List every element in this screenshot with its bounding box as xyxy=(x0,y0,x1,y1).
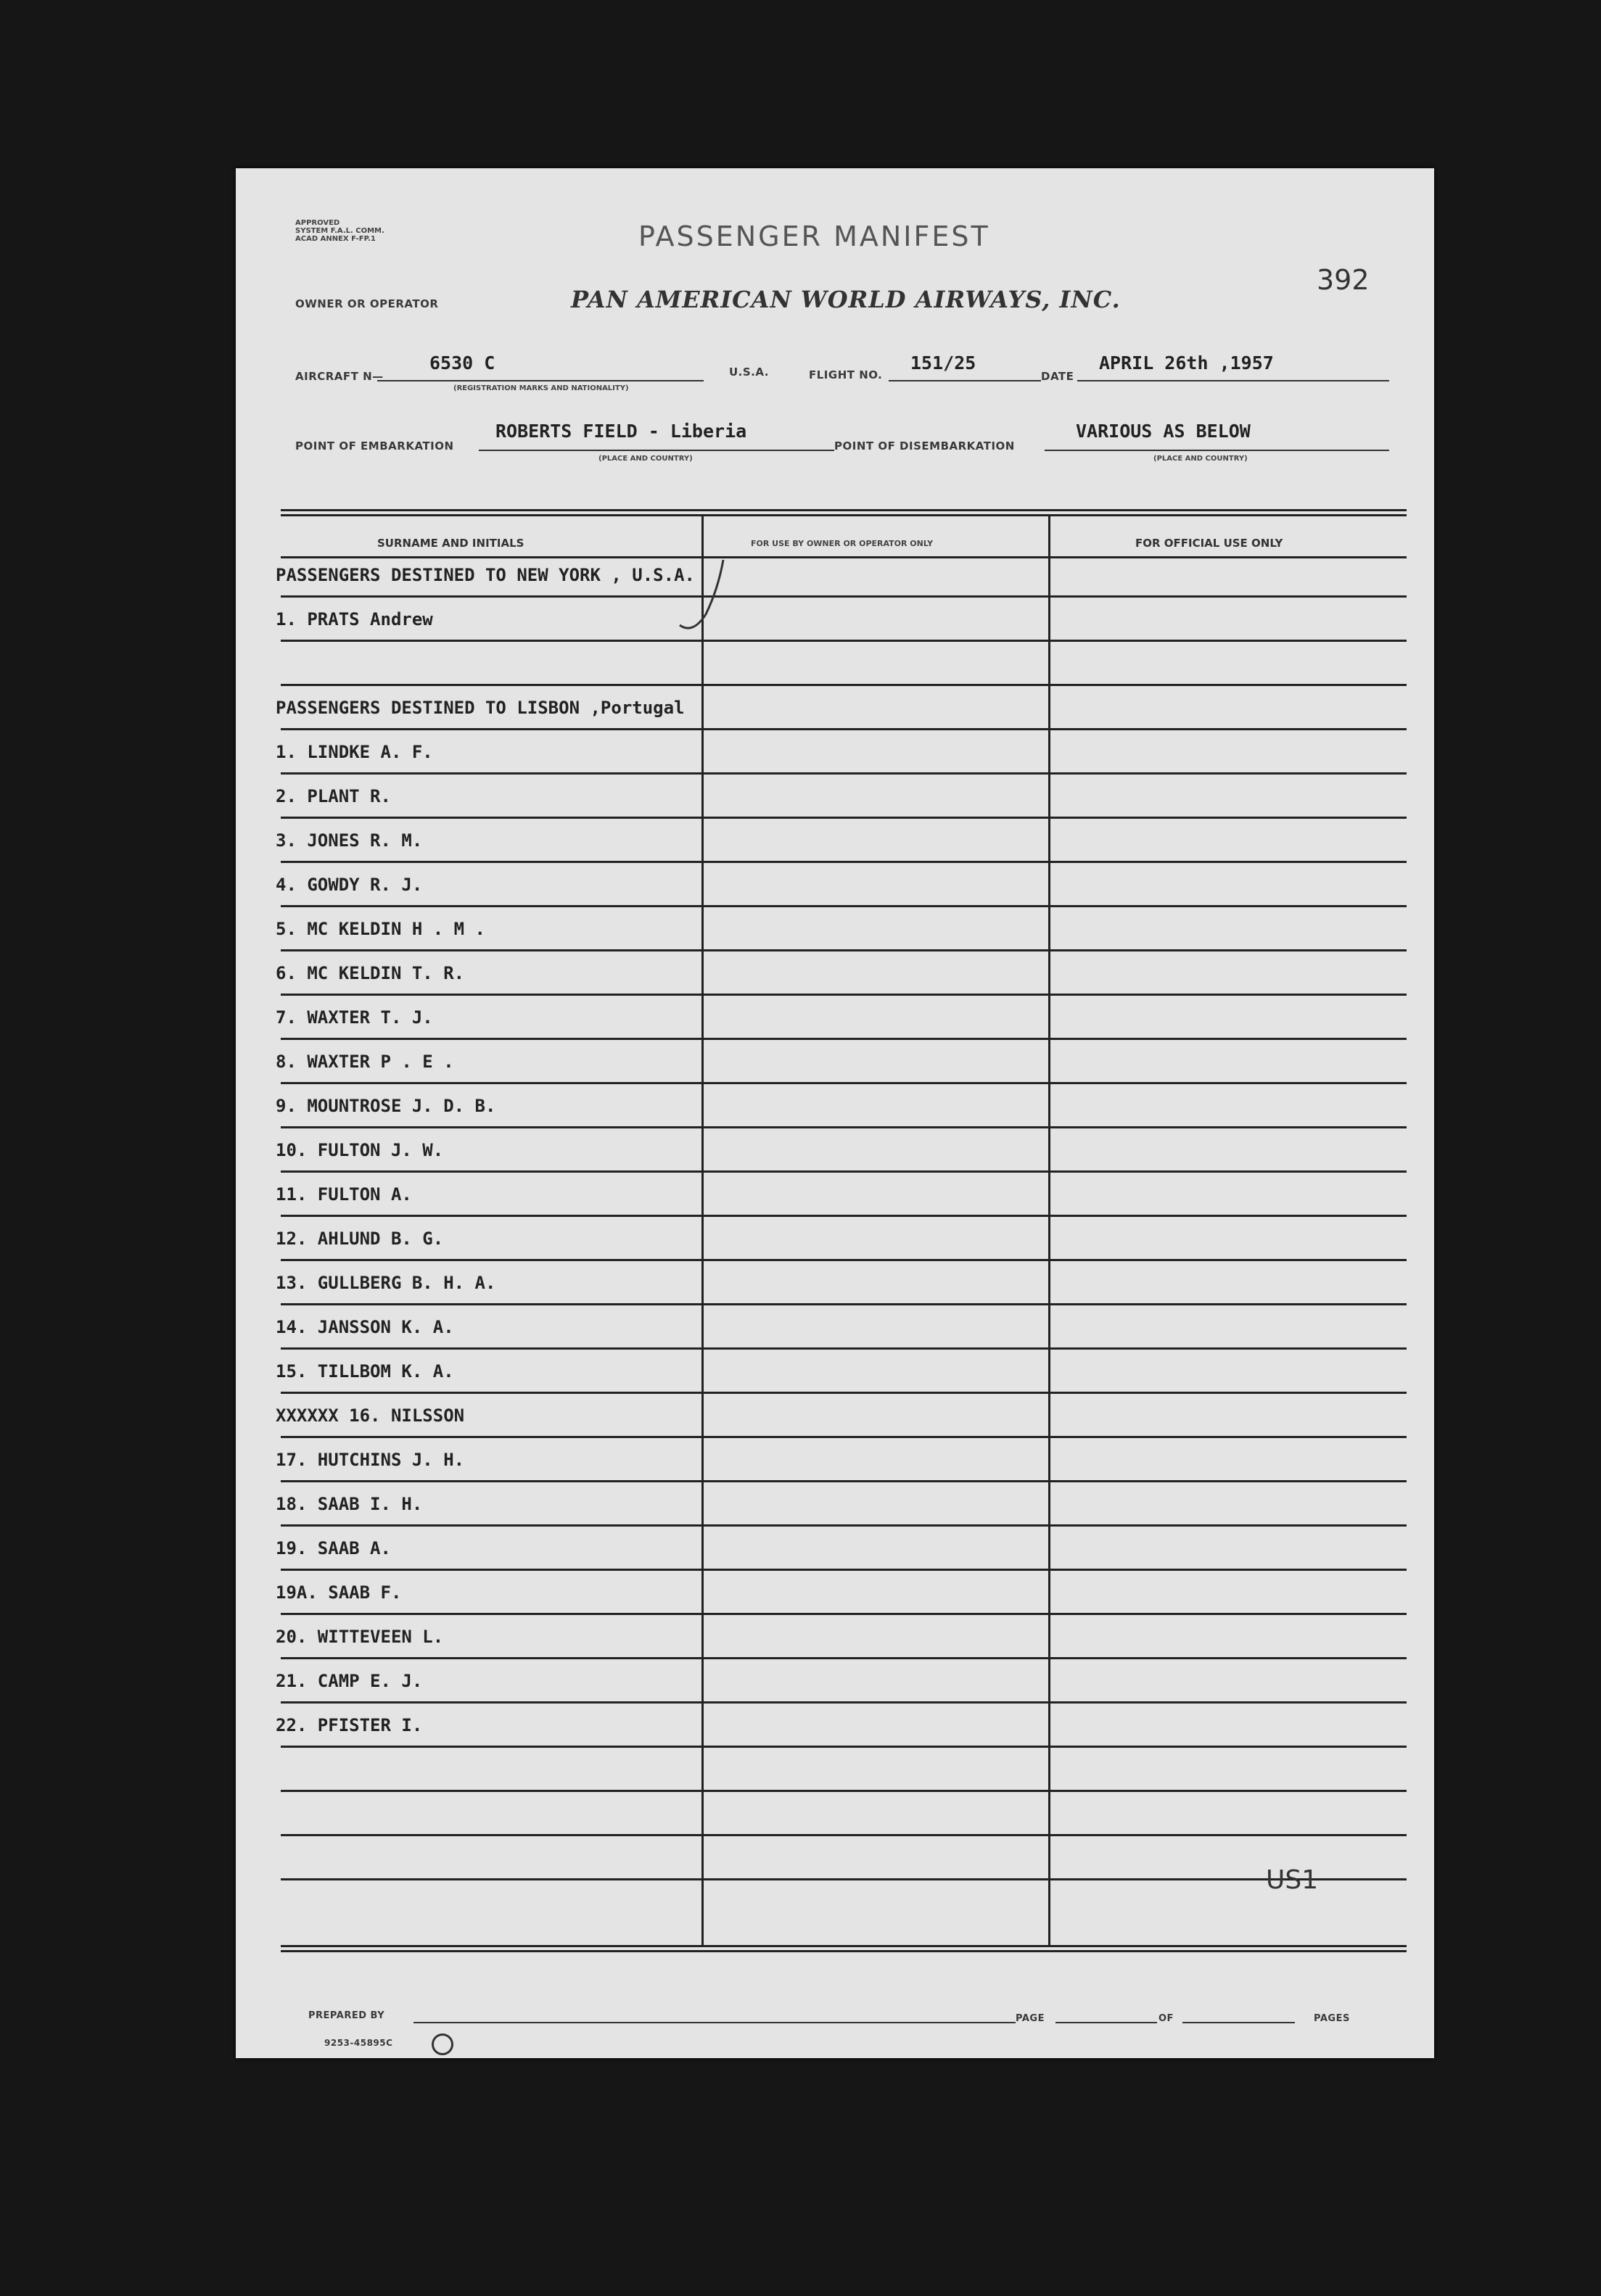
table-row-text: 9. MOUNTROSE J. D. B. xyxy=(276,1096,496,1116)
aircraft-label: AIRCRAFT N— xyxy=(295,370,384,383)
approval-line: ACAD ANNEX F-FP.1 xyxy=(295,235,376,243)
flight-value: 151/25 xyxy=(910,352,976,373)
usa-label: U.S.A. xyxy=(729,366,769,379)
table-top-rule xyxy=(281,514,1407,516)
embark-sublabel: (PLACE AND COUNTRY) xyxy=(598,455,693,463)
table-row-text: 19. SAAB A. xyxy=(276,1538,391,1558)
table-row-rule xyxy=(281,595,1407,598)
col-header-surname: SURNAME AND INITIALS xyxy=(377,537,524,550)
table-row-rule xyxy=(281,684,1407,686)
table-row-text: 6. MC KELDIN T. R. xyxy=(276,963,465,983)
of-label: OF xyxy=(1158,2013,1174,2024)
disembark-value: VARIOUS AS BELOW xyxy=(1076,421,1251,442)
table-row-rule xyxy=(281,1613,1407,1615)
table-row-text: 13. GULLBERG B. H. A. xyxy=(276,1273,496,1293)
table-row-rule xyxy=(281,728,1407,730)
table-row-rule xyxy=(281,1259,1407,1261)
table-row-rule xyxy=(281,1701,1407,1704)
table-row-text: 21. CAMP E. J. xyxy=(276,1671,423,1691)
table-row-text: 7. WAXTER T. J. xyxy=(276,1007,433,1028)
aircraft-underline xyxy=(377,380,704,381)
table-row-text: 5. MC KELDIN H . M . xyxy=(276,919,485,939)
table-row-rule xyxy=(281,1126,1407,1128)
table-row-text: 14. JANSSON K. A. xyxy=(276,1317,454,1337)
approval-line: APPROVED xyxy=(295,219,340,227)
form-code: 9253-45895C xyxy=(324,2038,393,2048)
table-row-rule xyxy=(281,1878,1407,1880)
table-row-rule xyxy=(281,949,1407,951)
header-rule xyxy=(281,556,1407,558)
disembark-label: POINT OF DISEMBARKATION xyxy=(834,439,1015,453)
flight-label: FLIGHT NO. xyxy=(809,368,883,381)
approval-line: SYSTEM F.A.L. COMM. xyxy=(295,227,384,235)
pages-label: PAGES xyxy=(1314,2013,1350,2024)
col-header-official: FOR OFFICIAL USE ONLY xyxy=(1135,537,1283,550)
aircraft-sublabel: (REGISTRATION MARKS AND NATIONALITY) xyxy=(453,384,629,392)
table-row-text: 1. PRATS Andrew xyxy=(276,609,433,629)
prepared-underline xyxy=(413,2022,1016,2023)
table-row-rule xyxy=(281,1303,1407,1305)
table-row-text: 19A. SAAB F. xyxy=(276,1582,402,1603)
table-row-rule xyxy=(281,1038,1407,1040)
table-row-rule xyxy=(281,1392,1407,1394)
table-row-text: 15. TILLBOM K. A. xyxy=(276,1361,454,1382)
table-row-text: 22. PFISTER I. xyxy=(276,1715,423,1735)
table-row-rule xyxy=(281,1569,1407,1571)
table-bottom-rule xyxy=(281,1945,1407,1947)
table-row-rule xyxy=(281,1524,1407,1527)
page-label: PAGE xyxy=(1016,2013,1045,2024)
approval-stamp xyxy=(295,219,384,243)
table-row-rule xyxy=(281,1436,1407,1438)
table-bottom-rule xyxy=(281,1950,1407,1952)
table-row-rule xyxy=(281,994,1407,996)
table-row-text: 2. PLANT R. xyxy=(276,786,391,806)
table-row-text: 1. LINDKE A. F. xyxy=(276,742,433,762)
disembark-underline xyxy=(1045,450,1389,451)
table-row-rule xyxy=(281,905,1407,907)
manifest-sheet xyxy=(236,168,1434,2058)
table-row-rule xyxy=(281,1746,1407,1748)
table-row-text: 12. AHLUND B. G. xyxy=(276,1228,444,1249)
date-label: DATE xyxy=(1041,370,1074,383)
table-row-rule xyxy=(281,1215,1407,1217)
col-header-operator: FOR USE BY OWNER OR OPERATOR ONLY xyxy=(751,539,934,548)
owner-value: PAN AMERICAN WORLD AIRWAYS, INC. xyxy=(571,286,1121,313)
table-row-rule xyxy=(281,1790,1407,1792)
date-underline xyxy=(1077,380,1389,381)
table-row-text: 20. WITTEVEEN L. xyxy=(276,1627,444,1647)
table-row-text: XXXXXX 16. NILSSON xyxy=(276,1405,465,1426)
embark-value: ROBERTS FIELD - Liberia xyxy=(495,421,747,442)
flight-underline xyxy=(889,380,1041,381)
union-label-icon xyxy=(432,2033,453,2055)
column-divider xyxy=(1048,516,1050,1945)
margin-note: US1 xyxy=(1266,1865,1319,1895)
table-row-text: 11. FULTON A. xyxy=(276,1184,412,1205)
date-value: APRIL 26th ,1957 xyxy=(1099,352,1274,373)
table-row-rule xyxy=(281,1657,1407,1659)
of-underline xyxy=(1182,2022,1295,2023)
table-row-text: 8. WAXTER P . E . xyxy=(276,1052,454,1072)
embark-underline xyxy=(479,450,834,451)
table-row-rule xyxy=(281,772,1407,775)
table-top-rule xyxy=(281,509,1407,511)
table-row-rule xyxy=(281,1347,1407,1350)
owner-label: OWNER OR OPERATOR xyxy=(295,297,439,310)
table-row-text: 10. FULTON J. W. xyxy=(276,1140,444,1160)
table-row-rule xyxy=(281,817,1407,819)
table-row-rule xyxy=(281,1480,1407,1482)
table-row-text: 18. SAAB I. H. xyxy=(276,1494,423,1514)
column-divider xyxy=(701,516,704,1945)
page-number: 392 xyxy=(1317,264,1370,296)
table-row-text: 4. GOWDY R. J. xyxy=(276,875,423,895)
prepared-by-label: PREPARED BY xyxy=(308,2010,385,2021)
table-row-rule xyxy=(281,861,1407,863)
table-row-text: 17. HUTCHINS J. H. xyxy=(276,1450,465,1470)
table-row-rule xyxy=(281,1082,1407,1084)
table-row-text: PASSENGERS DESTINED TO LISBON ,Portugal xyxy=(276,698,685,718)
table-row-text: PASSENGERS DESTINED TO NEW YORK , U.S.A. xyxy=(276,565,695,585)
aircraft-value: 6530 C xyxy=(429,352,495,373)
table-row-text: 3. JONES R. M. xyxy=(276,830,423,851)
embark-label: POINT OF EMBARKATION xyxy=(295,439,454,453)
table-row-rule xyxy=(281,640,1407,642)
table-row-rule xyxy=(281,1834,1407,1836)
table-row-rule xyxy=(281,1170,1407,1173)
disembark-sublabel: (PLACE AND COUNTRY) xyxy=(1153,455,1248,463)
page-title: PASSENGER MANIFEST xyxy=(638,220,990,252)
check-mark-icon xyxy=(678,556,729,636)
page-underline xyxy=(1055,2022,1157,2023)
